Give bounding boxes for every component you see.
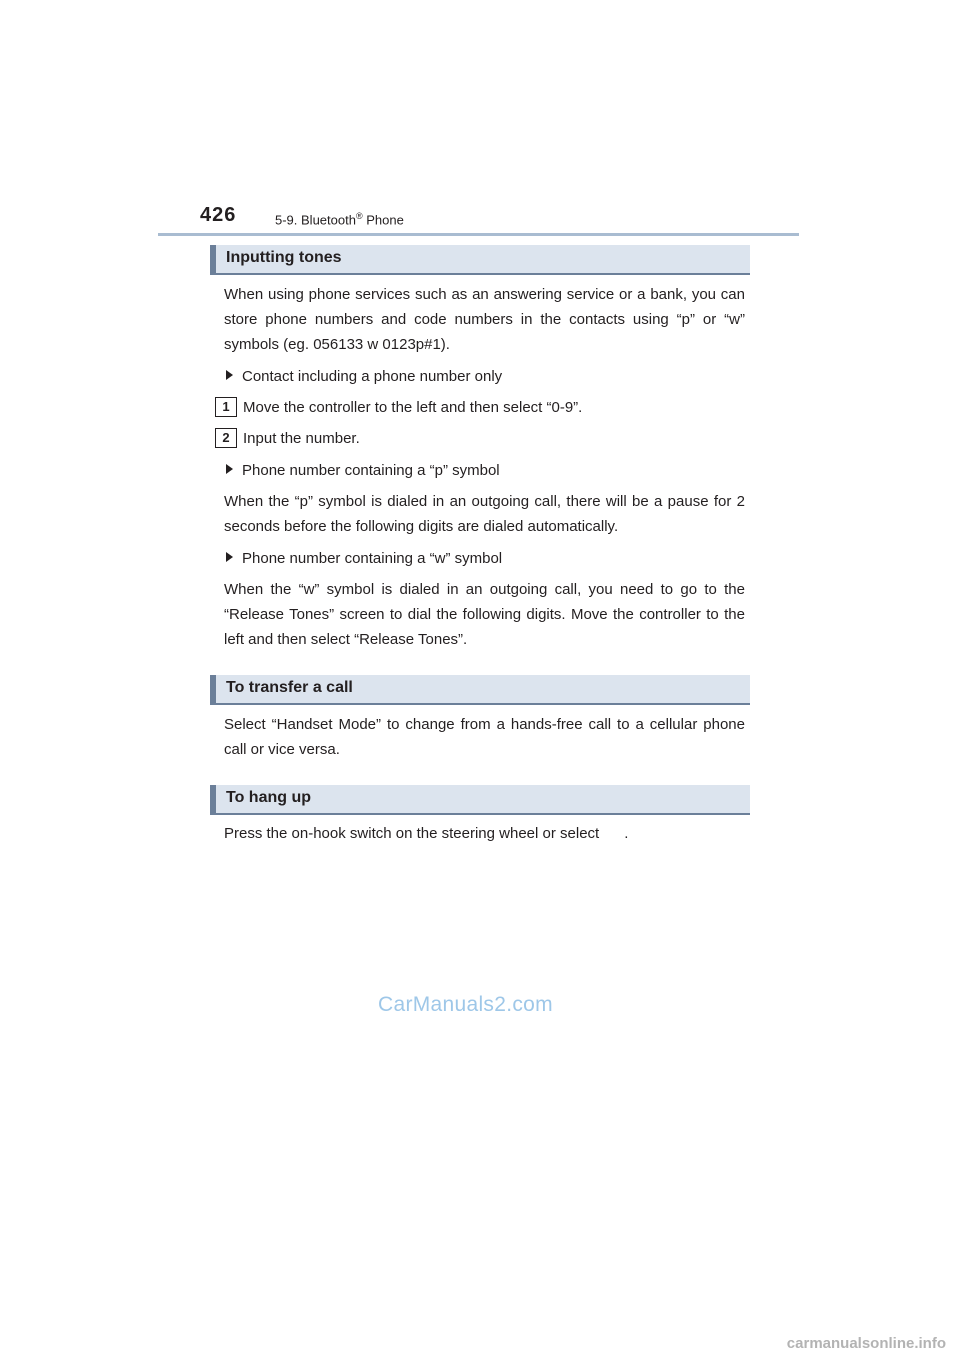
triangle-bullet-icon xyxy=(226,552,233,562)
w-symbol-paragraph: When the “w” symbol is dialed in an outgoing call, you need to go to the “Release Tones” screen to dial the following digits. Move the controller to the left and then select “Release Tones”. xyxy=(224,581,745,648)
transfer-call-paragraph: Select “Handset Mode” to change from a hands-free call to a cellular phone call or vice versa. xyxy=(224,716,745,758)
footer-watermark: carmanualsonline.info xyxy=(786,1335,946,1352)
watermark-carmanuals2: CarManuals2.com xyxy=(378,993,553,1016)
heading-inputting-tones: Inputting tones xyxy=(210,245,750,275)
step-2-text: Input the number. xyxy=(243,430,360,447)
heading-hang-up: To hang up xyxy=(210,785,750,815)
triangle-bullet-icon xyxy=(226,370,233,380)
section-title: 5-9. Bluetooth® Phone xyxy=(275,211,404,228)
intro-paragraph: When using phone services such as an answering service or a bank, you can store phone numbers and code numbers in the contacts using “p” or “w” symbols (eg. 056133 w 0123p#1). xyxy=(224,286,745,353)
bullet-p-symbol: Phone number containing a “p” symbol xyxy=(226,458,500,483)
step-number-2: 2 xyxy=(215,428,237,448)
hang-up-paragraph: Press the on-hook switch on the steering wheel or select . xyxy=(224,825,629,842)
heading-transfer-call: To transfer a call xyxy=(210,675,750,705)
step-number-1: 1 xyxy=(215,397,237,417)
page-number: 426 xyxy=(200,204,237,226)
step-1-text: Move the controller to the left and then select “0-9”. xyxy=(243,399,583,416)
bullet-contact-number-only: Contact including a phone number only xyxy=(226,364,502,389)
registered-mark: ® xyxy=(355,211,363,221)
triangle-bullet-icon xyxy=(226,464,233,474)
bullet-w-symbol: Phone number containing a “w” symbol xyxy=(226,546,502,571)
p-symbol-paragraph: When the “p” symbol is dialed in an outgoing call, there will be a pause for 2 seconds before the following digits are dialed automatically. xyxy=(224,493,745,535)
header-rule xyxy=(158,233,799,236)
